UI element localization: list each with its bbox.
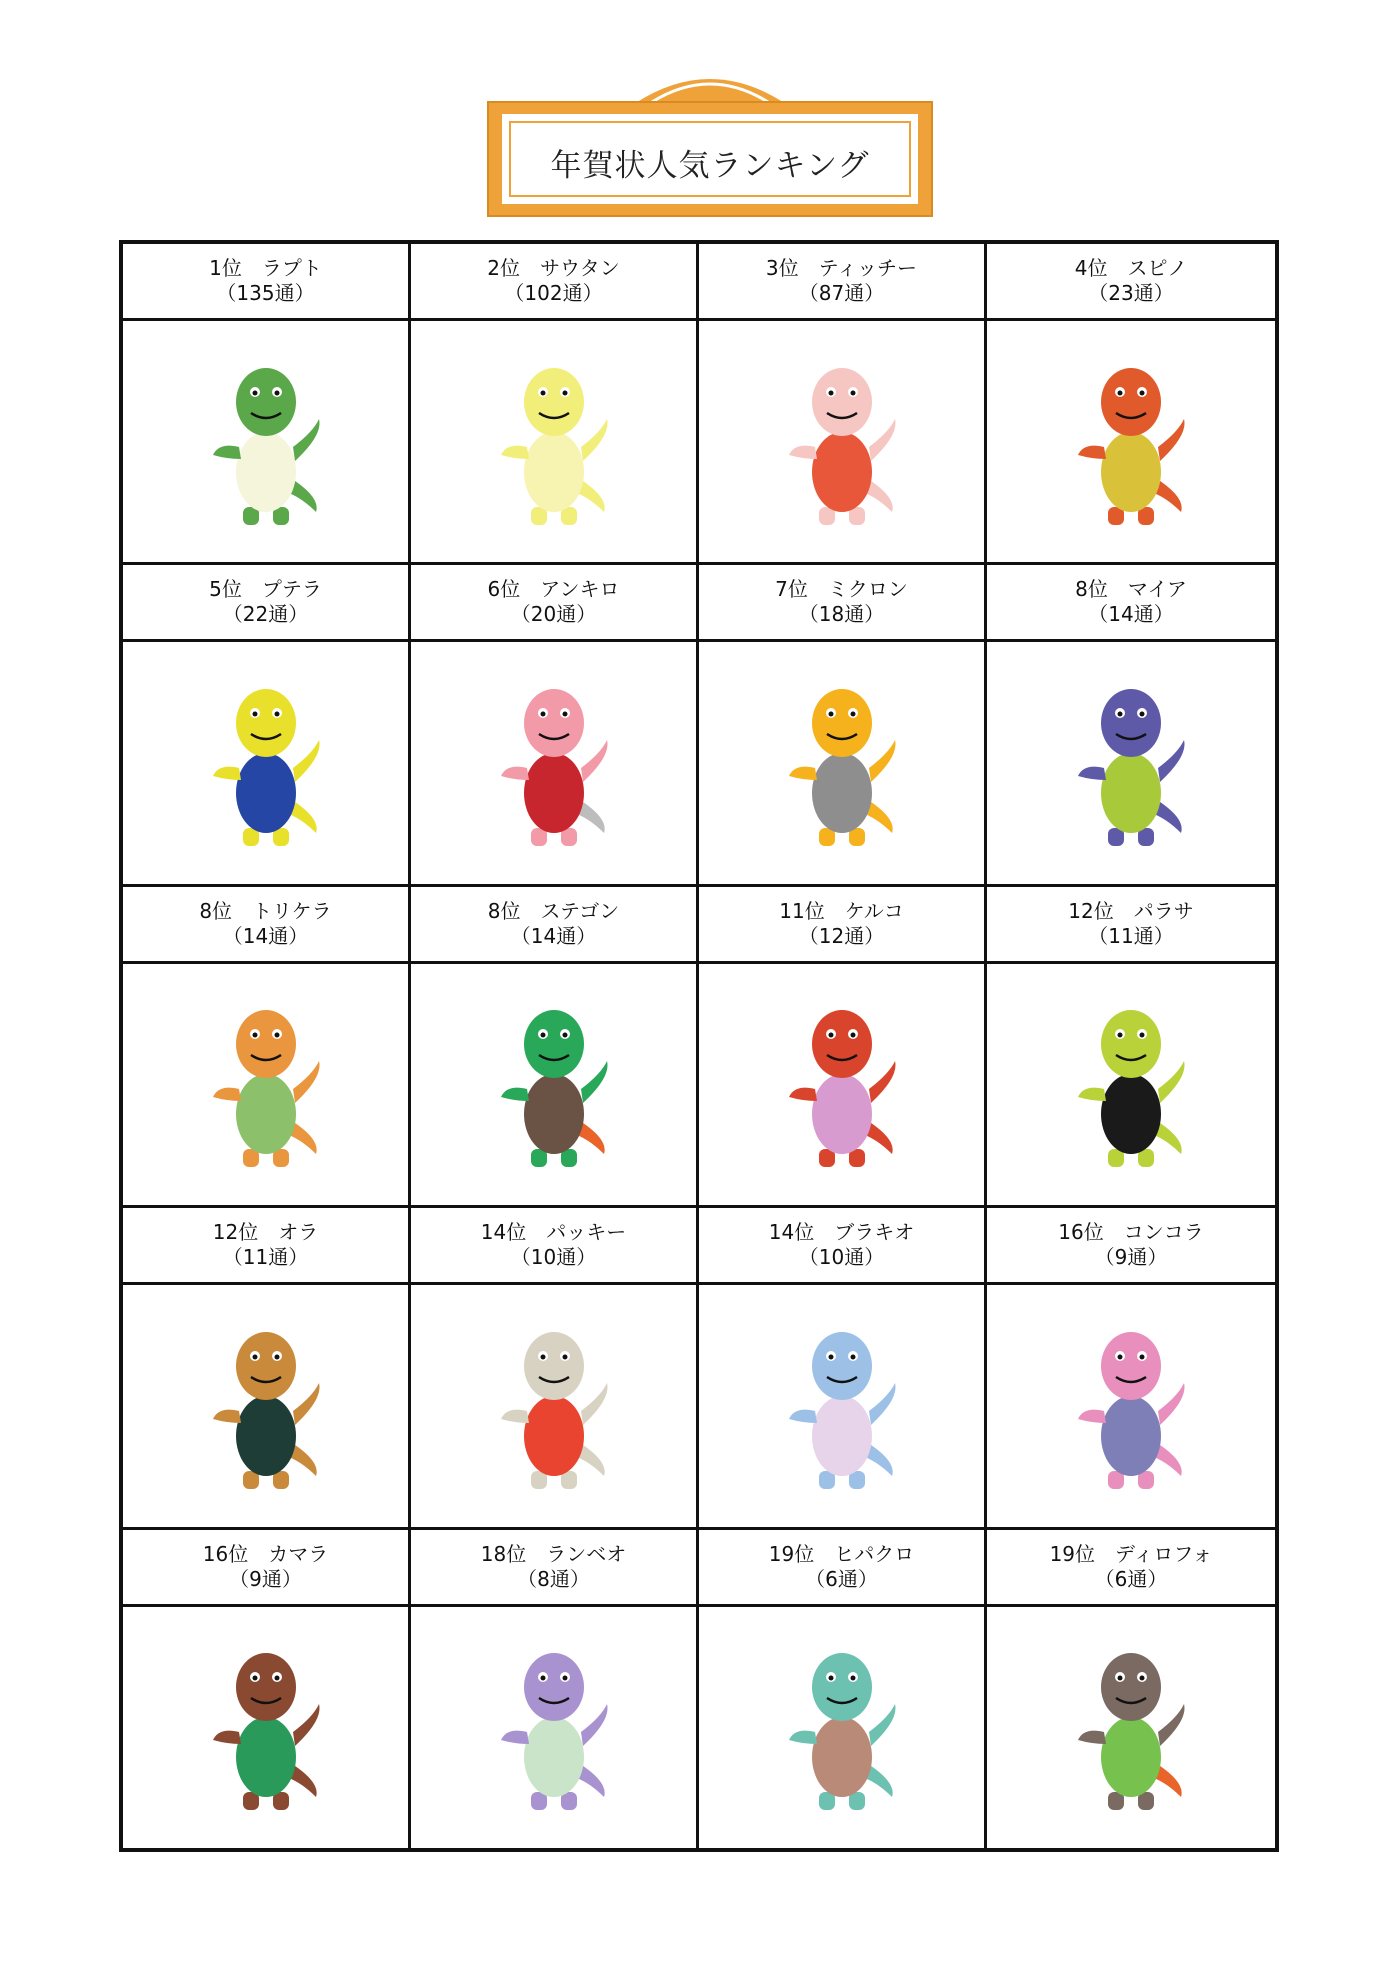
ranking-header (411, 1530, 696, 1607)
character-name: マイア (1127, 577, 1187, 602)
spacer (825, 899, 845, 923)
brown-camarasaurus-icon (191, 1632, 341, 1822)
rank-label: 18位 (480, 1541, 527, 1566)
orange-microraptor-icon (767, 668, 917, 858)
card-count: （6通） (1094, 1566, 1168, 1591)
character-name: サウタン (539, 256, 620, 280)
spacer (814, 1542, 834, 1566)
pink-concoraptor-icon (1056, 1311, 1206, 1501)
character-name: パッキー (546, 1220, 627, 1245)
character-illustration (411, 642, 696, 883)
ranking-card (987, 244, 1275, 565)
rank-and-name (481, 1220, 626, 1245)
character-name: ブラキオ (834, 1220, 915, 1245)
ranking-header (699, 565, 984, 642)
card-count: （14通） (222, 923, 309, 948)
spacer (1107, 256, 1127, 280)
ranking-card (123, 1530, 411, 1848)
card-count: （8通） (517, 1566, 590, 1591)
ranking-card (411, 887, 699, 1208)
character-illustration (987, 642, 1275, 883)
rank-and-name (487, 256, 620, 281)
ranking-card (987, 887, 1275, 1208)
ranking-header (987, 1530, 1275, 1607)
ranking-header (123, 565, 408, 642)
ranking-card (699, 565, 987, 886)
card-count: （10通） (510, 1245, 597, 1270)
rank-label: 8位 (1075, 577, 1108, 602)
ranking-header (123, 244, 408, 321)
rank-and-name (775, 577, 908, 602)
character-illustration (699, 321, 984, 562)
rank-label: 3位 (765, 256, 799, 280)
character-name: プテラ (261, 577, 322, 602)
pink-baby-dinosaur-icon (767, 347, 917, 537)
spacer (799, 256, 819, 280)
character-name: ティッチー (818, 256, 918, 280)
character-name: カマラ (268, 1541, 329, 1566)
card-count: （87通） (798, 281, 885, 305)
card-count: （23通） (1088, 281, 1174, 305)
rank-label: 8位 (199, 898, 233, 923)
ranking-card (699, 1530, 987, 1848)
green-parasaurolophus-icon (1056, 989, 1206, 1179)
character-illustration (987, 1607, 1275, 1848)
ranking-card (123, 244, 411, 565)
pink-ankylosaurus-icon (479, 668, 629, 858)
ranking-header (411, 887, 696, 964)
rank-label: 8位 (487, 898, 521, 923)
green-stegosaurus-icon (479, 989, 629, 1179)
spacer (248, 1542, 268, 1566)
character-illustration (123, 642, 408, 883)
card-count: （11通） (1088, 923, 1174, 948)
card-count: （18通） (798, 602, 885, 627)
spacer (520, 899, 540, 923)
ranking-card (411, 565, 699, 886)
character-name: トリケラ (252, 898, 332, 923)
rank-label: 12位 (212, 1220, 259, 1245)
rank-label: 19位 (768, 1541, 815, 1566)
character-illustration (987, 1285, 1275, 1526)
rank-and-name (1075, 577, 1187, 602)
ranking-card (699, 1208, 987, 1529)
ranking-card (123, 887, 411, 1208)
rank-label: 7位 (775, 577, 808, 602)
character-illustration (123, 1607, 408, 1848)
rank-and-name (488, 577, 620, 602)
rank-label: 14位 (768, 1220, 815, 1245)
spacer (1095, 1542, 1115, 1566)
ranking-header (987, 887, 1275, 964)
title-plaque (484, 62, 936, 222)
card-count: （135通） (216, 281, 315, 305)
ranking-card (699, 244, 987, 565)
card-count: （14通） (1088, 602, 1174, 627)
character-name: オラ (278, 1220, 319, 1245)
card-count: （10通） (798, 1245, 885, 1270)
character-illustration (411, 1285, 696, 1526)
rank-and-name (779, 899, 903, 924)
orange-triceratops-icon (191, 989, 341, 1179)
ranking-header (123, 1208, 408, 1285)
gray-pachycephalosaurus-icon (479, 1311, 629, 1501)
rank-label: 14位 (480, 1220, 527, 1245)
character-illustration (699, 1607, 984, 1848)
character-name: スピノ (1127, 256, 1188, 280)
ranking-header (123, 1530, 408, 1607)
rank-label: 4位 (1074, 256, 1108, 280)
ranking-card (411, 1208, 699, 1529)
card-count: （20通） (510, 602, 597, 627)
ranking-header (987, 1208, 1275, 1285)
gray-dilophosaurus-icon (1056, 1632, 1206, 1822)
card-count: （22通） (222, 602, 309, 627)
character-name: コンコラ (1123, 1220, 1204, 1245)
rank-and-name (1068, 899, 1193, 924)
rank-and-name (769, 1220, 914, 1245)
ranking-card (123, 1208, 411, 1529)
character-illustration (123, 321, 408, 562)
purple-maiasaura-icon (1056, 668, 1206, 858)
spacer (232, 899, 252, 923)
spacer (242, 256, 262, 280)
character-illustration (699, 964, 984, 1205)
ranking-header (699, 1530, 984, 1607)
ranking-header (411, 565, 696, 642)
spacer (1114, 899, 1134, 923)
card-count: （9通） (229, 1566, 302, 1591)
character-name: ミクロン (827, 577, 908, 602)
rank-label: 16位 (202, 1541, 249, 1566)
rank-and-name (209, 577, 322, 602)
spacer (1108, 577, 1128, 601)
rank-label: 12位 (1068, 898, 1114, 923)
red-bird-dinosaur-icon (767, 989, 917, 1179)
ranking-header (987, 244, 1275, 321)
rank-label: 19位 (1049, 1541, 1096, 1566)
ranking-card (123, 565, 411, 886)
ranking-header (123, 887, 408, 964)
rank-label: 5位 (209, 577, 242, 602)
ranking-card (987, 565, 1275, 886)
rank-and-name (481, 1542, 626, 1567)
rank-label: 2位 (487, 256, 520, 280)
spacer (526, 1220, 546, 1244)
rank-and-name (769, 1542, 914, 1567)
rank-and-name (1058, 1220, 1203, 1245)
rank-and-name (209, 256, 322, 281)
brown-oviraptor-icon (191, 1311, 341, 1501)
ranking-header (411, 1208, 696, 1285)
spacer (1104, 1220, 1124, 1244)
character-name: ラプト (261, 256, 322, 280)
ranking-header (699, 244, 984, 321)
ranking-header (411, 244, 696, 321)
character-illustration (411, 964, 696, 1205)
rank-label: 1位 (209, 256, 242, 280)
card-count: （12通） (798, 923, 885, 948)
rank-label: 6位 (487, 577, 521, 602)
rank-and-name (1075, 256, 1188, 281)
card-count: （9通） (1094, 1245, 1168, 1270)
rank-and-name (199, 899, 331, 924)
character-name: ランベオ (546, 1541, 627, 1566)
spacer (526, 1542, 546, 1566)
green-dinosaur-icon (191, 347, 341, 537)
spacer (258, 1220, 278, 1244)
red-spinosaurus-icon (1056, 347, 1206, 537)
ranking-card (699, 887, 987, 1208)
spacer (808, 577, 828, 601)
character-name: ヒパクロ (834, 1541, 915, 1566)
character-name: アンキロ (540, 577, 620, 602)
rank-label: 11位 (779, 898, 825, 923)
rank-and-name (488, 899, 620, 924)
ranking-card (987, 1208, 1275, 1529)
spacer (814, 1220, 834, 1244)
teal-hypacrosaurus-icon (767, 1632, 917, 1822)
rank-and-name (766, 256, 917, 281)
page-title: 年賀状人気ランキング (550, 148, 870, 184)
character-illustration (699, 1285, 984, 1526)
card-count: （11通） (222, 1245, 309, 1270)
character-illustration (411, 1607, 696, 1848)
ranking-header (699, 1208, 984, 1285)
character-name: パラサ (1133, 898, 1194, 923)
ranking-card (411, 244, 699, 565)
ranking-card (987, 1530, 1275, 1848)
yellow-pteranodon-icon (191, 668, 341, 858)
character-illustration (699, 642, 984, 883)
blue-brachiosaurus-icon (767, 1311, 917, 1501)
ranking-grid (119, 240, 1279, 1852)
character-illustration (987, 964, 1275, 1205)
card-count: （102通） (504, 281, 603, 305)
spacer (242, 577, 262, 601)
character-name: ディロフォ (1115, 1541, 1213, 1566)
spacer (520, 577, 540, 601)
rank-and-name (1050, 1542, 1213, 1567)
card-count: （6通） (805, 1566, 878, 1591)
character-illustration (987, 321, 1275, 562)
ranking-header (699, 887, 984, 964)
rank-and-name (213, 1220, 318, 1245)
rank-label: 16位 (1058, 1220, 1104, 1245)
rank-and-name (203, 1542, 328, 1567)
card-count: （14通） (510, 923, 597, 948)
character-illustration (411, 321, 696, 562)
ranking-card (411, 1530, 699, 1848)
purple-lambeosaurus-icon (479, 1632, 629, 1822)
yellow-dinosaur-icon (479, 347, 629, 537)
character-name: ケルコ (844, 898, 904, 923)
character-illustration (123, 964, 408, 1205)
spacer (520, 256, 540, 280)
ranking-header (987, 565, 1275, 642)
character-illustration (123, 1285, 408, 1526)
character-name: ステゴン (540, 898, 620, 923)
